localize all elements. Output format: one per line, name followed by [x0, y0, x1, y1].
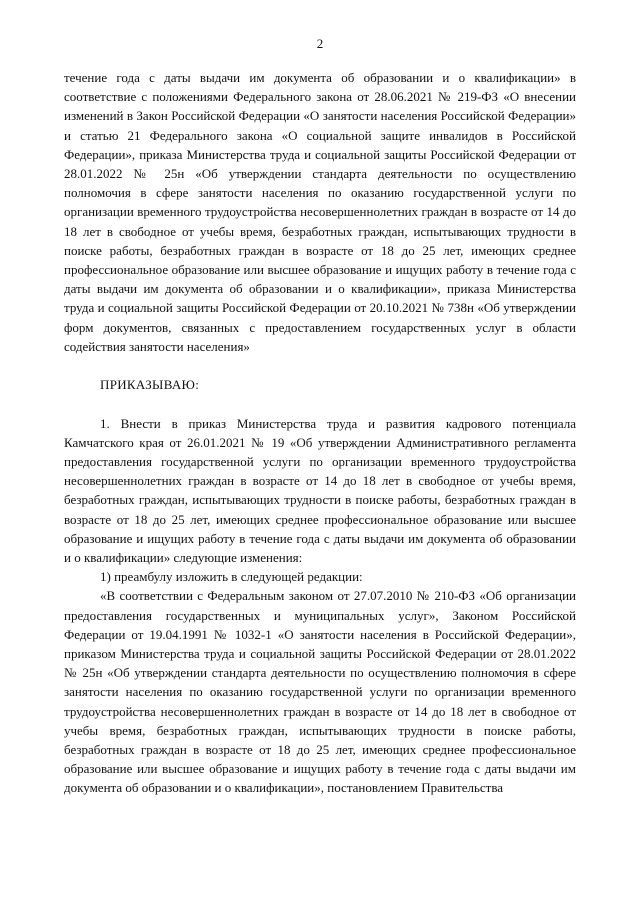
intro-paragraph: течение года с даты выдачи им документа об образовании и о квалификации» в соответствие с положениями Федерального закона от 28.06.2021 № 219-ФЗ «О внесении изменений в Закон Российской Федерации «О занятости населения Российской Федерации» и статью 21 Федерального закона «О социальной защите инвалидов в Российской Федерации», приказа Министерства труда и социальной защиты Российской Федерации от 28.01.2022 № 25н «Об утверждении стандарта деятельности по осуществлению полномочия в сфере занятости населения по оказанию государственной услуги по организации временного трудоустройства несовершеннолетних граждан в возрасте от 14 до 18 лет в свободное от учебы время, безработных граждан, испытывающих трудности в поиске работы, безработных граждан в возрасте от 18 до 25 лет, имеющих среднее профессиональное образование или высшее образование и ищущих работу в течение года с даты выдачи им документа об образовании и о квалификации», приказа Министерства труда и социальной защиты Российской Федерации от 20.10.2021 № 738н «Об утверждении форм документов, связанных с предоставлением государственных услуг в области содействия занятости населения» [64, 70, 576, 354]
sub-item-1-paragraph: 1) преамбулу изложить в следующей редакции: [100, 569, 363, 585]
quoted-preamble-paragraph: «В соответствии с Федеральным законом от 27.07.2010 № 210-ФЗ «Об организации предоставления государственных и муниципальных услуг», Законом Российской Федерации от 19.04.1991 № 1032-1 «О занятости населения в Российской Федерации», приказом Министерства труда и социальной защиты Российской Федерации от 28.01.2022 № 25н «Об утверждении стандарта деятельности по осуществлению полномочия в сфере занятости населения по оказанию государственной услуги по организации временного трудоустройства несовершеннолетних граждан в возрасте от 14 до 18 лет в свободное от учебы время, безработных граждан, испытывающих трудности в поиске работы, безработных граждан в возрасте от 18 до 25 лет, имеющих среднее профессиональное образование или высшее образование и ищущих работу в течение года с даты выдачи им документа об образовании и о квалификации», постановлением Правительства [64, 588, 576, 796]
order-heading: ПРИКАЗЫВАЮ: [100, 377, 200, 393]
paragraph-spacer [64, 356, 576, 375]
document-body [64, 68, 576, 798]
item-1-paragraph: 1. Внести в приказ Министерства труда и развития кадрового потенциала Камчатского края от 26.01.2021 № 19 «Об утверждении Административного регламента предоставления государственной услуги по организации временного трудоустройства несовершеннолетних граждан в возрасте от 14 до 18 лет в свободное от учебы время, безработных граждан, испытывающих трудности в поиске работы, безработных граждан в возрасте от 18 до 25 лет, имеющих среднее профессиональное образование или высшее образование и ищущих работу в течение года с даты выдачи им документа об образовании и о квалификации» следующие изменения: [64, 415, 576, 566]
paragraph-spacer [64, 394, 576, 413]
page-number: 2 [316, 36, 324, 51]
